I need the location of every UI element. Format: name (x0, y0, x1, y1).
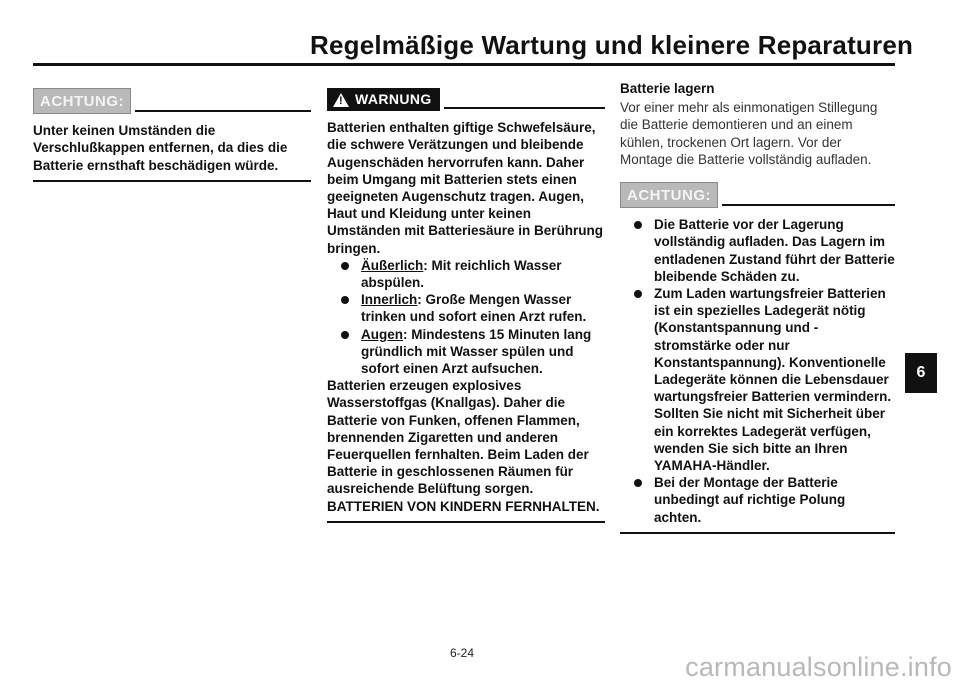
storage-end-rule (620, 532, 895, 534)
storage-bullets (620, 216, 895, 526)
storage-caution-label-rule (722, 204, 895, 206)
bullet-icon (634, 290, 642, 298)
caution-end-rule (33, 180, 311, 182)
bullet-icon (634, 221, 642, 229)
column-caution (33, 88, 311, 182)
warning-label-text: WARNUNG (355, 91, 432, 107)
list-item (632, 216, 895, 285)
page-number: 6-24 (450, 646, 475, 660)
warning-outro: Batterien erzeugen explosives Wasserstoffgas (Knallgas). Daher die Batterie von Funken, offenen Flammen, brennenden Zigaretten und anderen Feuerquellen fernhalten. Beim Laden der Batterie in geschlossenen Räumen für ausreichende Belüftung sorgen. BATTERIEN VON KINDERN FERNHALTEN. (327, 378, 600, 514)
warning-label-rule (444, 107, 605, 109)
bullet-icon (341, 331, 349, 339)
bullet-text: Die Batterie vor der Lagerung vollständig aufladen. Das Lagern im entladenen Zustand führt der Batterie bleibende Schäden zu. (654, 217, 895, 284)
list-item (632, 474, 895, 526)
list-item (339, 291, 605, 325)
bullet-icon (634, 479, 642, 487)
bullet-term: Innerlich (361, 292, 418, 308)
warning-bullets (327, 257, 605, 377)
header-rule (33, 63, 895, 66)
list-item (339, 326, 605, 378)
column-storage (620, 80, 895, 534)
warning-intro: Batterien enthalten giftige Schwefelsäure, die schwere Verätzungen und bleibende Augenschäden hervorrufen kann. Daher beim Umgang mit Batterien stets einen geeigneten Augenschutz tragen. Augen, Haut und Kleidung unter keinen Umständen mit Batteriesäure in Berührung bringen. (327, 120, 604, 256)
bullet-icon (341, 296, 349, 304)
caution-label: ACHTUNG: (33, 88, 131, 114)
bullet-term: Augen (361, 326, 403, 342)
bullet-text: : Große Mengen Wasser trinken und sofort einen Arzt rufen. (361, 292, 587, 325)
storage-caution-label-row (620, 182, 895, 208)
caution-text: Unter keinen Umständen die Verschlußkappen entfernen, da dies die Batterie ernsthaft beschädigen würde. (33, 123, 288, 173)
warning-end-rule (327, 521, 605, 523)
warning-label (327, 88, 440, 111)
watermark: carmanualsonline.info (685, 652, 952, 682)
list-item (632, 285, 895, 474)
bullet-text: : Mindestens 15 Minuten lang gründlich mit Wasser spülen und sofort einen Arzt aufsuchen. (361, 326, 592, 377)
page-title: Regelmäßige Wartung und kleinere Reparaturen (310, 30, 914, 60)
bullet-text: Bei der Montage der Batterie unbedingt auf richtige Polung achten. (654, 475, 846, 525)
warning-label-row (327, 88, 605, 111)
bullet-text: : Mit reichlich Wasser abspülen. (361, 257, 562, 291)
caution-label-rule (135, 110, 311, 112)
storage-title: Batterie lagern (620, 81, 715, 96)
bullet-text: Zum Laden wartungsfreier Batterien ist ein spezielles Ladegerät nötig (Konstantspannung und -stromstärke oder nur Konstantspannung). Konventionelle Ladegeräte können die Lebensdauer wartungsfreier Batterien vermindern. Sollten Sie nicht mit Sicherheit über ein korrektes Ladegerät verfügen, wenden Sie sich bitte an Ihren YAMAHA-Händler. (654, 286, 892, 474)
bullet-term: Äußerlich (361, 257, 424, 273)
storage-text: Vor einer mehr als einmonatigen Stillegung die Batterie demontieren und an einem kühlen, trockenen Ort lagern. Vor der Montage die Batterie vollständig aufladen. (620, 100, 878, 167)
bullet-icon (341, 262, 349, 270)
warning-triangle-icon (333, 93, 349, 107)
storage-caution-label: ACHTUNG: (620, 182, 718, 208)
chapter-tab: 6 (905, 353, 937, 393)
caution-label-row (33, 88, 311, 114)
list-item (339, 257, 605, 291)
column-warning (327, 88, 605, 523)
